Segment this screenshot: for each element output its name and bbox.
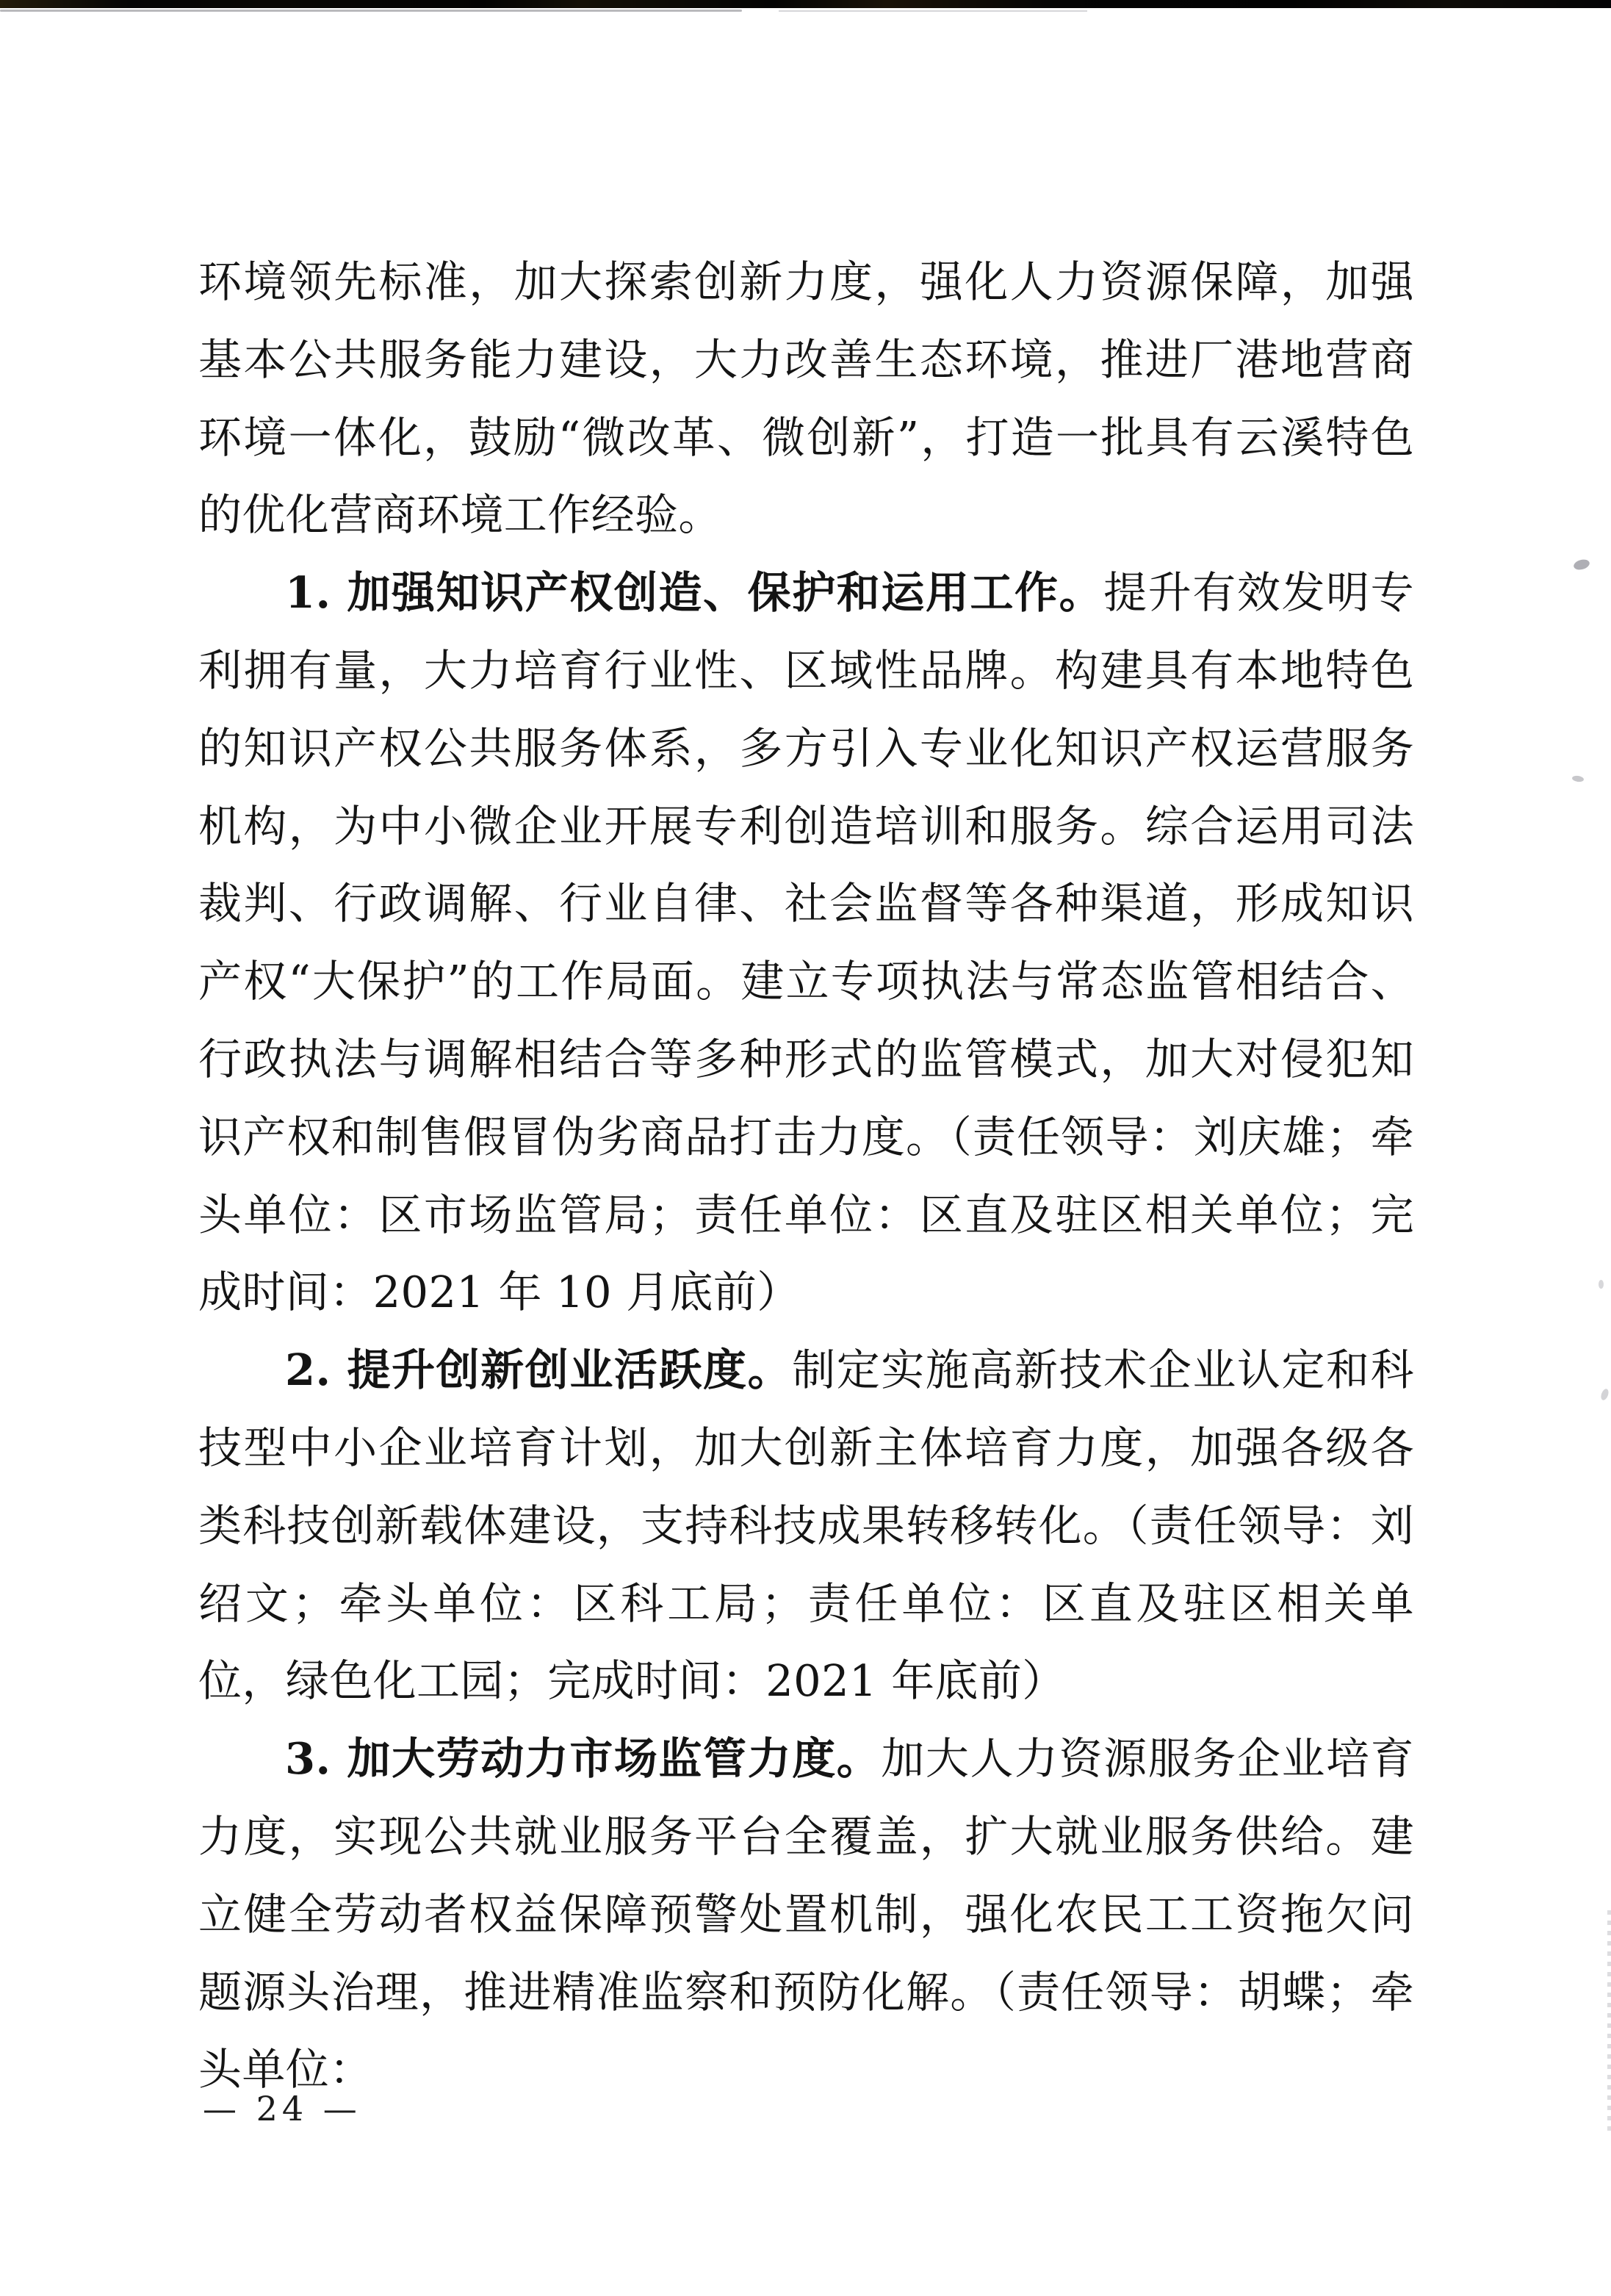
scan-edge-bar [0, 0, 1611, 8]
scan-speck [1600, 1388, 1610, 1401]
scan-speck [1573, 558, 1591, 571]
paragraph-heading-text: 2. 提升创新创业活跃度。 [285, 1345, 793, 1396]
paragraph-body-text: 制定实施高新技术企业认定和科技型中小企业培育计划，加大创新主体培育力度，加强各级各类科技创新载体建设，支持科技成果转移转化。（责任领导：刘绍文；牵头单位：区科工局；责任单位：区直及驻区相关单位，绿色化工园；完成时间：2021 年底前） [198, 1345, 1414, 1707]
scan-line-artifact-2 [779, 10, 1087, 12]
page-number-label: — 24 — [203, 2089, 361, 2128]
document-text-block [198, 243, 1414, 2109]
paragraph [198, 554, 1414, 1331]
paragraph-body-text: 加大人力资源服务企业培育力度，实现公共就业服务平台全覆盖，扩大就业服务供给。建立健全劳动者权益保障预警处置机制，强化农民工工资拖欠问题源头治理，推进精准监察和预防化解。（责任领导：胡蝶；牵头单位： [198, 1733, 1414, 2095]
paragraph [198, 243, 1414, 554]
paragraph [198, 1331, 1414, 1720]
paragraph [198, 1720, 1414, 2109]
paragraph-heading-text: 3. 加大劳动力市场监管力度。 [285, 1733, 882, 1785]
paragraph-body-text: 提升有效发明专利拥有量，大力培育行业性、区域性品牌。构建具有本地特色的知识产权公共服务体系，多方引入专业化知识产权运营服务机构，为中小微企业开展专利创造培训和服务。综合运用司法裁判、行政调解、行业自律、社会监督等各种渠道，形成知识产权“大保护”的工作局面。建立专项执法与常态监管相结合、行政执法与调解相结合等多种形式的监管模式，加大对侵犯知识产权和制售假冒伪劣商品打击力度。（责任领导：刘庆雄；牵头单位：区市场监管局；责任单位：区直及驻区相关单位；完成时间：2021 年 10 月底前） [198, 567, 1414, 1318]
paragraph-heading-text: 1. 加强知识产权创造、保护和运用工作。 [285, 567, 1104, 619]
paragraph-body-text: 环境领先标准，加大探索创新力度，强化人力资源保障，加强基本公共服务能力建设，大力改善生态环境，推进厂港地营商环境一体化，鼓励“微改革、微创新”，打造一批具有云溪特色的优化营商环境工作经验。 [198, 256, 1414, 541]
scan-speck [1599, 1280, 1604, 1289]
page-number [203, 2087, 361, 2131]
scan-line-artifact [0, 10, 742, 12]
scan-edge-shadow [1607, 1910, 1611, 2131]
scan-speck [1572, 775, 1585, 782]
